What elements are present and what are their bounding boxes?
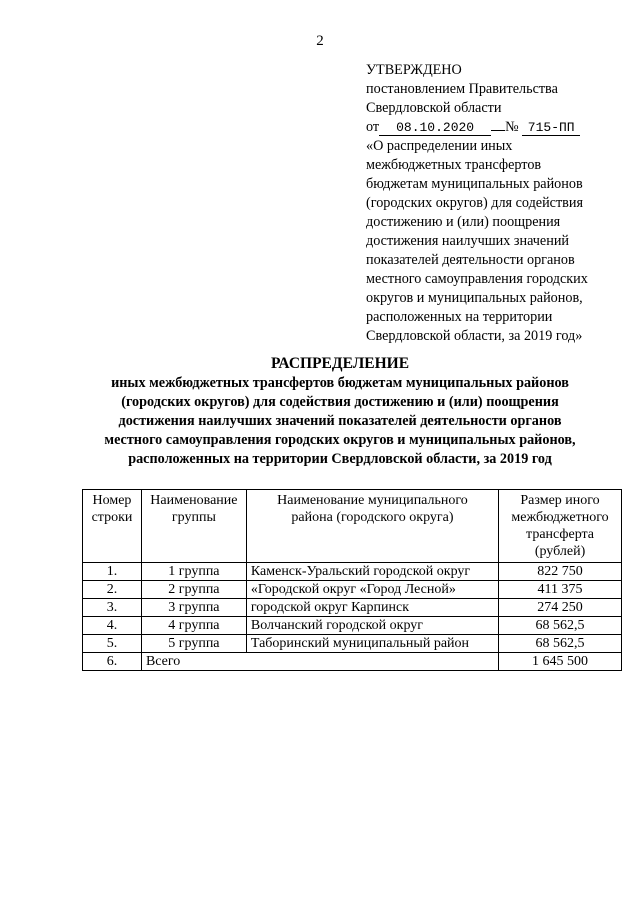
row-amount: 822 750 <box>499 563 622 581</box>
resolution-title-line: бюджетам муниципальных районов <box>366 176 583 192</box>
row-number: 5. <box>83 635 142 653</box>
table-header-row <box>83 490 622 563</box>
total-amount: 1 645 500 <box>499 653 622 671</box>
table-row <box>83 617 622 635</box>
number-prefix: № <box>505 119 519 135</box>
resolution-title-line: округов и муниципальных районов, <box>366 290 583 306</box>
resolution-title-line: расположенных на территории <box>366 309 553 325</box>
date-prefix: от <box>366 119 380 135</box>
approval-status: УТВЕРЖДЕНО <box>366 62 462 78</box>
resolution-title-line: достижению и (или) поощрения <box>366 214 561 230</box>
distribution-table <box>82 489 622 671</box>
resolution-title-line: местного самоуправления городских <box>366 271 588 287</box>
header-row-number: Номер строки <box>83 490 142 563</box>
approval-line-2: Свердловской области <box>366 100 502 116</box>
header-group: Наименование группы <box>141 490 246 563</box>
resolution-title-line: межбюджетных трансфертов <box>366 157 542 173</box>
resolution-date: 08.10.2020 <box>379 120 491 136</box>
row-amount: 68 562,5 <box>499 617 622 635</box>
row-district: Волчанский городской округ <box>246 617 498 635</box>
row-amount: 68 562,5 <box>499 635 622 653</box>
table-row <box>83 563 622 581</box>
row-number: 1. <box>83 563 142 581</box>
approval-line-1: постановлением Правительства <box>366 81 558 97</box>
total-row-number: 6. <box>83 653 142 671</box>
row-number: 2. <box>83 581 142 599</box>
document-subtitle-line: расположенных на территории Свердловской области, за 2019 год <box>128 451 552 467</box>
table-row <box>83 635 622 653</box>
row-district: «Городской округ «Город Лесной» <box>246 581 498 599</box>
resolution-title-line: достижения наилучших значений <box>366 233 570 249</box>
row-group: 4 группа <box>141 617 246 635</box>
header-amount: Размер иного межбюджетного трансферта (рублей) <box>499 490 622 563</box>
document-subtitle-line: местного самоуправления городских округов и муниципальных районов, <box>104 432 576 448</box>
approval-date-line <box>366 118 628 137</box>
total-label: Всего <box>141 653 498 671</box>
document-subtitle-line: (городских округов) для содействия достижению и (или) поощрения <box>121 394 559 410</box>
row-amount: 274 250 <box>499 599 622 617</box>
row-group: 5 группа <box>141 635 246 653</box>
resolution-title-line: (городских округов) для содействия <box>366 195 583 211</box>
table-row <box>83 599 622 617</box>
document-subtitle-line: достижения наилучших значений показателей деятельности органов <box>118 413 562 429</box>
row-district: городской округ Карпинск <box>246 599 498 617</box>
row-group: 1 группа <box>141 563 246 581</box>
resolution-title <box>366 137 628 346</box>
approval-stamp <box>366 61 628 346</box>
resolution-title-line: «О распределении иных <box>366 138 513 154</box>
row-district: Таборинский муниципальный район <box>246 635 498 653</box>
header-district: Наименование муниципального района (городского округа) <box>246 490 498 563</box>
row-group: 3 группа <box>141 599 246 617</box>
row-number: 3. <box>83 599 142 617</box>
resolution-title-line: Свердловской области, за 2019 год» <box>366 328 583 344</box>
row-district: Каменск-Уральский городской округ <box>246 563 498 581</box>
table-row <box>83 581 622 599</box>
row-group: 2 группа <box>141 581 246 599</box>
document-subtitle-line: иных межбюджетных трансфертов бюджетам муниципальных районов <box>111 375 569 391</box>
document-heading: РАСПРЕДЕЛЕНИЕ <box>270 355 410 372</box>
resolution-title-line: показателей деятельности органов <box>366 252 575 268</box>
page-number: 2 <box>316 33 324 49</box>
document-title <box>60 354 620 469</box>
table-total-row <box>83 653 622 671</box>
row-amount: 411 375 <box>499 581 622 599</box>
resolution-number: 715-ПП <box>522 120 580 136</box>
date-underline <box>491 130 505 131</box>
row-number: 4. <box>83 617 142 635</box>
